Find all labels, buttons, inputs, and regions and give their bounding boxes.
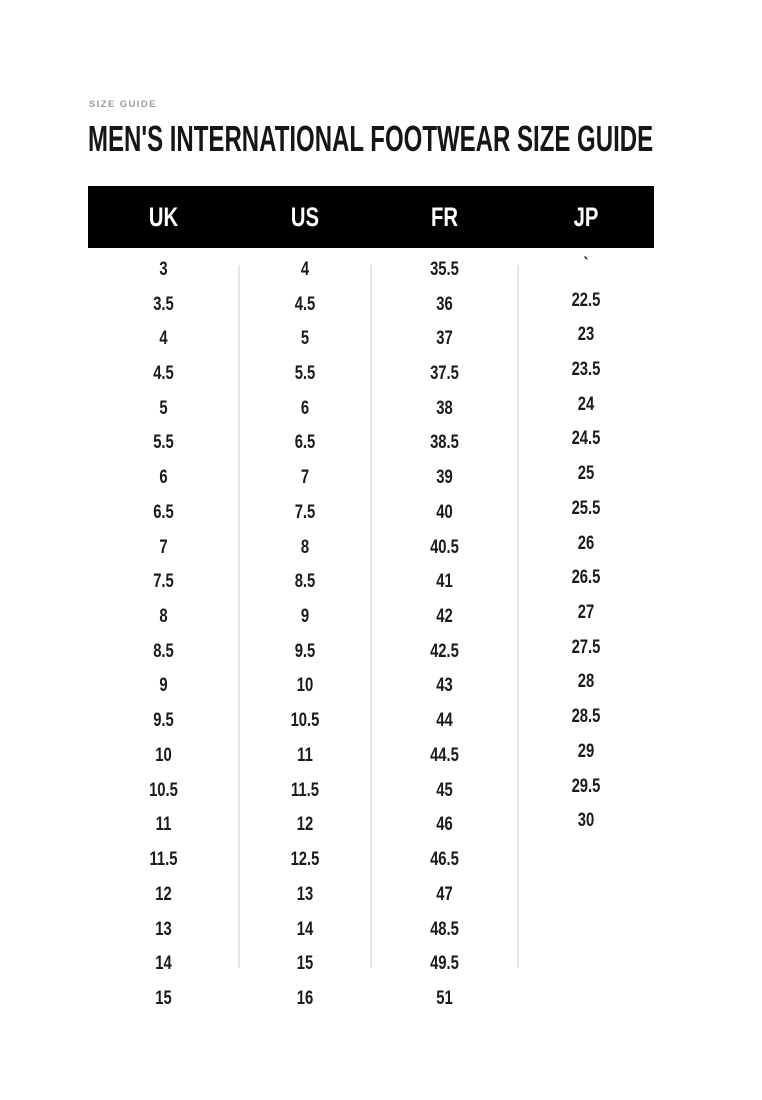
cell-uk: 12 <box>155 883 172 905</box>
cell-us: 9 <box>300 606 310 628</box>
cell-uk: 15 <box>155 987 172 1009</box>
cell-fr: 43 <box>436 675 453 697</box>
cell-us: 10 <box>296 675 314 697</box>
table-header-row <box>88 186 654 248</box>
cell-uk: 6 <box>159 467 168 489</box>
cell-us: 15 <box>296 953 314 975</box>
cell-uk: 9 <box>159 675 168 697</box>
cell-uk: 10 <box>155 744 172 766</box>
cell-us: 14 <box>296 918 314 940</box>
cell-uk: 14 <box>155 953 172 975</box>
cell-jp: 30 <box>577 810 595 832</box>
cell-uk: 8 <box>159 606 168 628</box>
cell-us: 6 <box>300 397 310 419</box>
cell-us: 13 <box>296 883 314 905</box>
column-header-jp: JP <box>573 201 599 232</box>
table-row <box>88 981 654 1016</box>
cell-fr: 38.5 <box>430 432 459 454</box>
cell-jp: 28 <box>577 671 595 693</box>
cell-fr: 46.5 <box>430 849 459 871</box>
cell-uk: 11.5 <box>149 849 178 871</box>
cell-fr: 35.5 <box>430 258 459 280</box>
column-divider <box>370 265 372 968</box>
cell-us: 5 <box>300 328 310 350</box>
cell-uk: 9.5 <box>153 710 174 732</box>
cell-us: 11 <box>297 744 313 766</box>
cell-fr: 49.5 <box>430 953 459 975</box>
cell-uk: 4 <box>159 328 168 350</box>
cell-uk: 5.5 <box>153 432 174 454</box>
cell-fr: 37 <box>436 328 453 350</box>
cell-us: 4 <box>300 258 310 280</box>
column-divider <box>238 265 240 968</box>
cell-fr: 47 <box>436 883 453 905</box>
cell-jp: 25.5 <box>571 497 601 519</box>
cell-uk: 7 <box>159 536 168 558</box>
cell-us: 6.5 <box>294 432 316 454</box>
cell-jp: 26.5 <box>571 567 601 589</box>
column-divider <box>517 265 519 968</box>
column-header-fr: FR <box>431 201 458 232</box>
cell-jp: 29.5 <box>571 775 601 797</box>
cell-fr: 41 <box>436 571 453 593</box>
cell-fr: 36 <box>436 293 453 315</box>
cell-fr: 37.5 <box>430 363 459 385</box>
cell-us: 9.5 <box>294 640 316 662</box>
cell-uk: 11 <box>155 814 172 836</box>
cell-fr: 38 <box>436 397 453 419</box>
cell-fr: 45 <box>436 779 453 801</box>
cell-fr: 42.5 <box>430 640 459 662</box>
cell-uk: 5 <box>159 397 168 419</box>
cell-fr: 48.5 <box>430 918 459 940</box>
column-header-uk: UK <box>148 201 179 232</box>
cell-us: 8.5 <box>294 571 316 593</box>
cell-us: 8 <box>300 536 310 558</box>
cell-jp: 24 <box>577 393 595 415</box>
page-title <box>88 118 762 159</box>
cell-jp: 24.5 <box>571 428 601 450</box>
cell-us: 12 <box>296 814 314 836</box>
cell-fr: 44.5 <box>430 744 459 766</box>
cell-jp: 27.5 <box>571 636 601 658</box>
cell-fr: 46 <box>436 814 453 836</box>
cell-jp: 27 <box>577 602 595 624</box>
cell-uk: 6.5 <box>153 501 174 523</box>
cell-fr: 40.5 <box>430 536 459 558</box>
cell-us: 4.5 <box>294 293 316 315</box>
cell-uk: 4.5 <box>153 363 174 385</box>
cell-uk: 3.5 <box>153 293 174 315</box>
cell-fr: 39 <box>436 467 453 489</box>
cell-jp: 29 <box>577 740 595 762</box>
cell-us: 10.5 <box>290 710 320 732</box>
cell-jp: ` <box>583 254 589 276</box>
cell-us: 11.5 <box>290 779 320 801</box>
cell-fr: 42 <box>436 606 453 628</box>
cell-us: 12.5 <box>290 849 320 871</box>
cell-us: 7 <box>300 467 310 489</box>
cell-jp: 22.5 <box>571 289 601 311</box>
cell-uk: 10.5 <box>149 779 178 801</box>
cell-uk: 13 <box>155 918 172 940</box>
cell-jp: 26 <box>577 532 595 554</box>
size-guide-eyebrow-label: SIZE GUIDE <box>89 99 157 110</box>
cell-jp: 23 <box>577 324 595 346</box>
cell-jp: 25 <box>577 463 595 485</box>
cell-jp: 28.5 <box>571 706 601 728</box>
cell-uk: 8.5 <box>153 640 174 662</box>
size-table <box>88 186 654 1016</box>
cell-fr: 40 <box>436 501 453 523</box>
cell-fr: 51 <box>436 987 453 1009</box>
cell-fr: 44 <box>436 710 453 732</box>
cell-us: 7.5 <box>294 501 316 523</box>
cell-uk: 7.5 <box>153 571 174 593</box>
cell-us: 5.5 <box>294 363 316 385</box>
cell-jp: 23.5 <box>571 359 601 381</box>
cell-us: 16 <box>296 987 314 1009</box>
page-title-text: MEN'S INTERNATIONAL FOOTWEAR SIZE GUIDE <box>88 118 654 159</box>
cell-uk: 3 <box>159 258 168 280</box>
column-header-us: US <box>290 201 320 232</box>
